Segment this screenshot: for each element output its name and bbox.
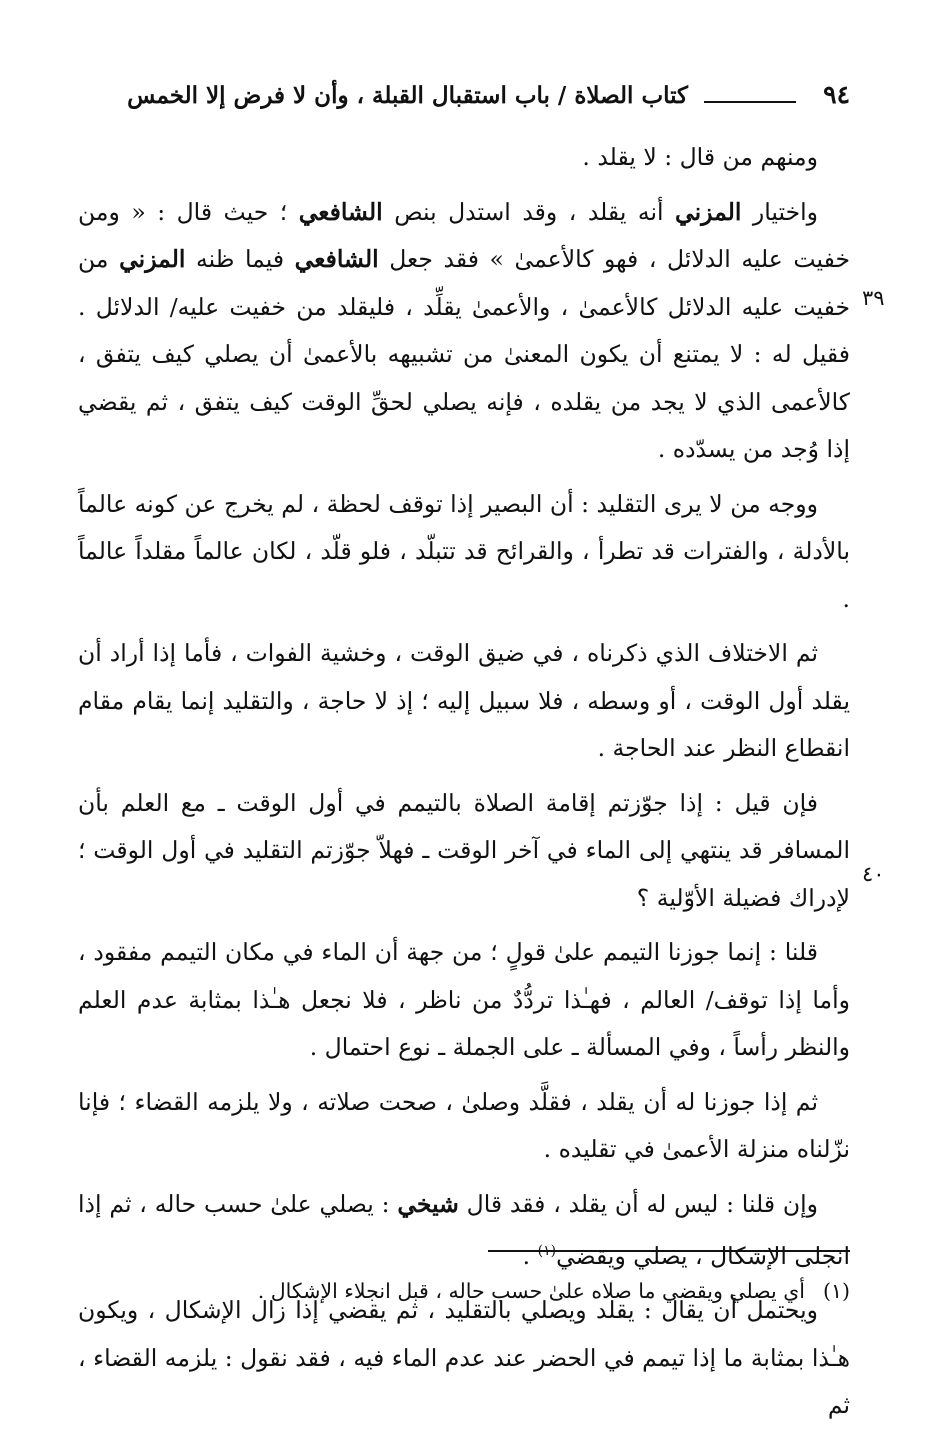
text-run: : يصلي علىٰ حسب حاله ، ثم إذا انجلى الإشكال ، يصلي ويقضي: [78, 1189, 850, 1270]
footnote-text: أي يصلي ويقضي ما صلاه علىٰ حسب حاله ، قبل انجلاء الإشكال .: [257, 1279, 805, 1303]
text-run: ؛ حيث قال : « ومن خفيت عليه الدلائل ، فهو كالأعمىٰ » فقد جعل: [78, 197, 850, 273]
page-number: ٩٤: [823, 80, 850, 109]
paragraph: [78, 481, 850, 624]
margin-number: ٤٠: [862, 862, 885, 886]
text-run: من خفيت عليه الدلائل كالأعمىٰ ، والأعمىٰ يقلِّد ، فليقلد من خفيت عليه/ الدلائل . فقيل له : لا يمتنع أن يكون المعنىٰ من تشبيهه بالأعمىٰ أن يصلي كيف يتفق ، كالأعمى الذي لا يجد من يقلده ، فإنه يصلي لحقِّ الوقت كيف يتفق ، ثم يقضي إذا وُجد من يسدّده .: [78, 245, 850, 463]
margin-number: ٣٩: [862, 286, 885, 310]
text-run: أنه يقلد ، وقد استدل بنص: [382, 197, 676, 226]
paragraph: [78, 134, 850, 182]
body-text: [78, 134, 850, 1437]
paragraph: [78, 1079, 850, 1174]
running-title: كتاب الصلاة / باب استقبال القبلة ، وأن لا فرض إلا الخمس: [127, 82, 688, 109]
text-run: فإن قيل : إذا جوّزتم إقامة الصلاة بالتيمم في أول الوقت ـ مع العلم بأن المسافر قد ينتهي إلى الماء في آخر الوقت ـ فهلاّ جوّزتم التقليد في أول الوقت ؛ لإدراك فضيلة الأوّلية ؟: [78, 788, 850, 912]
text-run: قلنا : إنما جوزنا التيمم علىٰ قولٍ ؛ من جهة أن الماء في مكان التيمم مفقود ، وأما إذا توقف/ العالم ، فهـٰذا تردُّدٌ من ناظر ، فلا نجعل هـٰذا بمثابة عدم العلم والنظر رأساً ، وفي المسألة ـ على الجملة ـ نوع احتمال .: [78, 938, 850, 1061]
text-run: ثم إذا جوزنا له أن يقلد ، فقلَّد وصلىٰ ، صحت صلاته ، ولا يلزمه القضاء ؛ فإنا نزّلناه منزلة الأعمىٰ في تقليده .: [78, 1087, 850, 1163]
bold-name: المزني: [675, 197, 742, 226]
paragraph: [78, 929, 850, 1072]
paragraph: [78, 780, 850, 923]
text-run: ثم الاختلاف الذي ذكرناه ، في ضيق الوقت ، وخشية الفوات ، فأما إذا أراد أن يقلد أول الوقت ، أو وسطه ، فلا سبيل إليه ؛ إذ لا حاجة ، والتقليد إنما يقام مقام انقطاع النظر عند الحاجة .: [78, 639, 850, 762]
text-run: فيما ظنه: [185, 245, 295, 273]
text-run: وإن قلنا : ليس له أن يقلد ، فقد قال: [458, 1189, 819, 1218]
bold-name: المزني: [119, 245, 186, 273]
bold-name: الشافعي: [298, 197, 383, 226]
text-run: ويحتمل أن يقال : يقلد ويصلي بالتقليد ، ثم يقضي إذا زال الإشكال ، ويكون هـٰذا بمثابة ما إذا تيمم في الحضر عند عدم الماء فيه ، فقد نقول : يلزمه القضاء ، ثم: [78, 1296, 850, 1420]
text-run: واختيار: [741, 197, 818, 226]
paragraph: [78, 1181, 850, 1281]
paragraph: [78, 630, 850, 773]
header-rule: [704, 101, 796, 103]
bold-name: الشافعي: [294, 245, 379, 273]
text-run: ووجه من لا يرى التقليد : أن البصير إذا توقف لحظة ، لم يخرج عن كونه عالماً بالأدلة ، والفترات قد تطرأ ، والقرائح قد تتبلّد ، فلو قلّد ، لكان عالماً مقلداً عالماً .: [78, 489, 850, 613]
text-run: ومنهم من قال : لا يقلد .: [582, 143, 818, 171]
page-header: [78, 80, 850, 120]
paragraph: [78, 189, 850, 474]
footnote-marker: (١): [822, 1279, 850, 1303]
text-run: .: [522, 1241, 538, 1270]
footnote: [78, 1276, 850, 1306]
footnote-rule: [488, 1250, 850, 1252]
bold-name: شيخي: [397, 1189, 459, 1218]
footnote-reference[interactable]: (١): [537, 1243, 557, 1259]
paragraph: [78, 1287, 850, 1430]
